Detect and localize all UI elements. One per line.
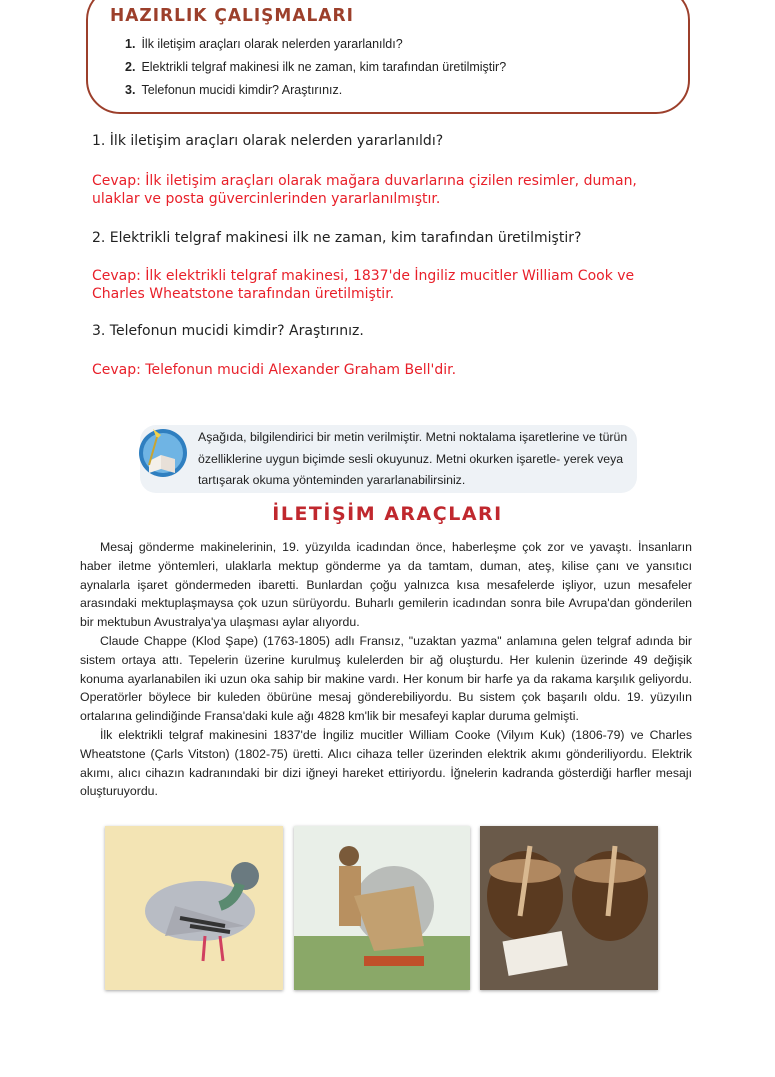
instruction-text: Aşağıda, bilgilendirici bir metin verilmiştir. Metni noktalama işaretlerine ve türün özelliklerine uygun biçimde sesli okuyunuz. Metni okurken işaretle- yerek veya tartışarak okuma yönteminden yararlanabilirsiniz. [198,430,628,487]
prep-question: 3. Telefonun mucidi kimdir? Araştırınız. [125,83,343,97]
answer-text: Cevap: İlk elektrikli telgraf makinesi, 1837'de İngiliz mucitler William Cook ve Charles Wheatstone tarafından üretilmiştir. [92,268,635,302]
article-paragraph: Claude Chappe (Klod Şape) (1763-1805) adlı Fransız, "uzaktan yazma" anlamına gelen telgraf adında bir sistem ortaya attı. Tepelerin üzerine kurulmuş kulelerden bir ağ oluşturdu. Her kulenin üzerinde 49 değişik konuma ayarlanabilen iki uzun oka sahip bir makine vardı. Her konum bir harfe ya da rakama karşılık geliyordu. Operatörler böylece bir kuleden öbürüne mesaj gönderebiliyordu. Bu sistem çok başarılı oldu. 19. yüzyılın ortalarına gelindiğinde Fransa'daki kule ağı 4828 km'lik bir mesafeyi kaplar duruma gelmişti. [80,633,692,724]
answer-question: 3. Telefonun mucidi kimdir? Araştırınız. [92,323,364,339]
preparation-title: HAZIRLIK ÇALIŞMALARI [110,5,354,27]
drums-image [480,826,658,990]
pigeon-image [105,826,283,990]
answer-text: Cevap: İlk iletişim araçları olarak mağara duvarlarına çizilen resimler, duman, ulaklar ve posta güvercinlerinden yararlanılmıştır. [92,173,637,207]
answer-question: 1. İlk iletişim araçları olarak nelerden yararlanıldı? [92,133,444,149]
reading-lamp-book-icon [137,425,189,477]
article-body [80,538,692,820]
article-title: İLETİŞİM ARAÇLARI [272,503,503,525]
article-paragraph: İlk elektrikli telgraf makinesini 1837'de İngiliz mucitler William Cooke (Vilyım Kuk) (1806-79) ve Charles Wheatstone (Çarls Vitston) (1802-75) üretti. Alıcı cihaza teller üzerinden elektrik akımı gönderiliyordu. Elektrik akımı, alıcı cihazın kadranındaki bir dizi iğneyi hareket ettiriyordu. İğnelerin kadranda gösterdiği harfler mesajı oluşturuyordu. [80,727,692,799]
prep-question: 1. İlk iletişim araçları olarak nelerden yararlanıldı? [125,37,403,51]
prep-question: 2. Elektrikli telgraf makinesi ilk ne zaman, kim tarafından üretilmiştir? [125,60,507,74]
answer-text: Cevap: Telefonun mucidi Alexander Graham Bell'dir. [92,362,457,378]
answer-question: 2. Elektrikli telgraf makinesi ilk ne zaman, kim tarafından üretilmiştir? [92,230,582,246]
article-paragraph: Mesaj gönderme makinelerinin, 19. yüzyılda icadından önce, haberleşme çok zor ve yavaştı. İnsanların haber iletme yöntemleri, ulaklarla mektup gönderme ya da tamtam, duman, ateş, kilise çanı ve yansıtıcı aynalarla işaret göndermeden ibaretti. Bunlardan çoğu yalnızca kısa mesafelerde işliyor, uzun mesafeler arasındaki mektuplaşmaysa çok uzun sürüyordu. Buharlı gemilerin icadından sonra bile Avrupa'dan gönderilen bir mektubun Avustralya'ya ulaşması aylar alıyordu. [80,540,692,630]
smoke-signal-image [294,826,470,990]
